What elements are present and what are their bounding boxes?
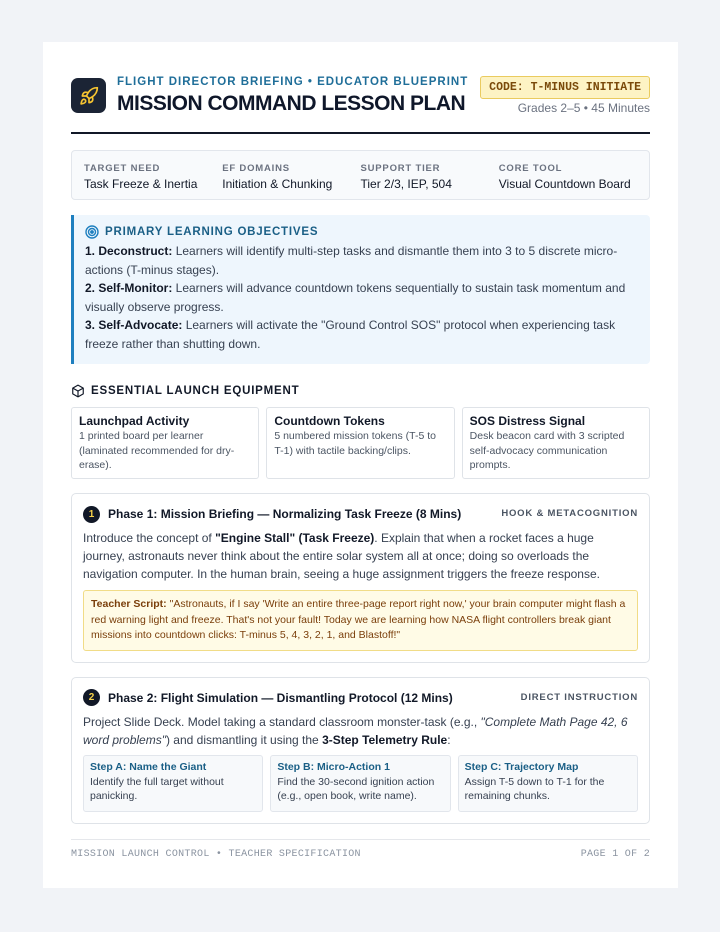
objective-text: Learners will activate the "Ground Control SOS" protocol when experiencing task freeze rather than shutting down. (85, 318, 616, 351)
objective-text: Learners will identify multi-step tasks and dismantle them into 3 to 5 discrete micro-actions (T-minus stages). (85, 244, 618, 277)
step-title: Step A: Name the Giant (90, 760, 207, 773)
step-title: Step B: Micro-Action 1 (277, 760, 390, 773)
meta-label: EF DOMAINS (222, 163, 290, 174)
objectives-panel (71, 215, 650, 364)
step-desc: Assign T-5 down to T-1 for the remaining chunks. (464, 775, 605, 802)
lesson-plan-page (43, 42, 678, 888)
header-kicker: FLIGHT DIRECTOR BRIEFING • EDUCATOR BLUEPRINT (117, 76, 469, 88)
phase-body (83, 529, 638, 583)
objective-lead: 1. Deconstruct: (85, 244, 173, 258)
equipment-title: SOS Distress Signal (469, 414, 586, 428)
objectives-heading-row (85, 225, 638, 239)
cube-icon (71, 384, 85, 398)
equipment-desc: 1 printed board per learner (laminated recommended for dry-erase). (79, 430, 235, 471)
equipment-list (71, 407, 650, 479)
phase-body-bold: "Engine Stall" (Task Freeze) (215, 531, 375, 545)
telemetry-steps (83, 755, 638, 812)
objective-lead: 2. Self-Monitor: (85, 281, 173, 295)
objective-item (85, 316, 638, 353)
meta-label: SUPPORT TIER (360, 163, 441, 174)
phase-number: 2 (83, 689, 100, 706)
equipment-desc: 5 numbered mission tokens (T-5 to T-1) with tactile backing/clips. (274, 430, 436, 457)
meta-value: Initiation & Chunking (222, 177, 333, 191)
phase-1-card (71, 493, 650, 663)
phase-2-card (71, 677, 650, 824)
meta-value: Visual Countdown Board (498, 177, 631, 191)
step-desc: Identify the full target without panicking. (90, 775, 224, 802)
objective-item (85, 279, 638, 316)
phase-body-text: Introduce the concept of (83, 531, 216, 545)
code-badge: CODE: T-MINUS INITIATE (480, 76, 650, 99)
footer-left: MISSION LAUNCH CONTROL • TEACHER SPECIFICATION (71, 849, 361, 860)
page-title: MISSION COMMAND LESSON PLAN (117, 92, 466, 115)
phase-header (83, 505, 638, 523)
phase-header (83, 689, 638, 707)
objective-text: Learners will advance countdown tokens sequentially to sustain task momentum and visually observe progress. (85, 281, 626, 314)
phase-body (83, 713, 638, 749)
phase-title: Phase 1: Mission Briefing — Normalizing Task Freeze (8 Mins) (108, 507, 462, 521)
phase-body-text: Project Slide Deck. Model taking a standard classroom monster-task (e.g., (83, 714, 481, 729)
phase-number: 1 (83, 506, 100, 523)
page-number: PAGE 1 OF 2 (580, 849, 650, 860)
phase-body-italic: "Complete Math Page 42, 6 word problems" (83, 714, 628, 747)
meta-panel (71, 150, 650, 200)
step-desc: Find the 30-second ignition action (e.g., open book, write name). (277, 775, 435, 802)
script-text: "Astronauts, if I say 'Write an entire three-page report right now,' your brain computer might flash a red warning light and freeze. That's not your fault! Today we are learning how NASA flight controllers break giant missions into countdown clicks: T-minus 5, 4, 3, 2, 1, and Blastoff!" (91, 598, 626, 641)
phase-body-text: : (447, 732, 451, 747)
meta-label: TARGET NEED (84, 163, 161, 174)
rocket-icon (71, 78, 106, 113)
equipment-title: Countdown Tokens (274, 414, 385, 428)
step-title: Step C: Trajectory Map (464, 760, 579, 773)
header-divider (71, 132, 650, 134)
equipment-card (266, 407, 454, 479)
equipment-desc: Desk beacon card with 3 scripted self-advocacy communication prompts. (469, 430, 625, 471)
page-footer (71, 839, 650, 860)
objectives-heading: PRIMARY LEARNING OBJECTIVES (105, 226, 319, 238)
objective-item (85, 242, 638, 279)
script-lead: Teacher Script: (91, 598, 167, 610)
phase-tag: DIRECT INSTRUCTION (520, 691, 638, 703)
header (71, 76, 650, 132)
objectives-list (85, 242, 638, 353)
phase-body-text: . Explain that when a rocket faces a huge journey, astronauts never think about the entire solar system all at once; doing so overloads the navigation computer. In the human brain, seeing a huge assignment triggers the freeze response. (83, 531, 600, 581)
meta-core-tool (499, 163, 637, 199)
step-card (270, 755, 450, 812)
meta-value: Task Freeze & Inertia (84, 177, 198, 191)
phase-title: Phase 2: Flight Simulation — Dismantling Protocol (12 Mins) (108, 690, 453, 705)
target-icon (85, 225, 99, 239)
equipment-heading: ESSENTIAL LAUNCH EQUIPMENT (91, 385, 300, 397)
step-card (83, 755, 263, 812)
equipment-title: Launchpad Activity (79, 414, 190, 428)
meta-target-need (84, 163, 222, 199)
phase-body-bold: 3-Step Telemetry Rule (322, 732, 448, 747)
meta-ef-domains (222, 163, 360, 199)
objective-lead: 3. Self-Advocate: (85, 318, 183, 332)
meta-label: CORE TOOL (498, 163, 563, 174)
meta-value: Tier 2/3, IEP, 504 (360, 177, 452, 191)
equipment-card (462, 407, 650, 479)
grades-duration: Grades 2–5 • 45 Minutes (517, 101, 650, 115)
phase-tag: HOOK & METACOGNITION (501, 508, 638, 519)
equipment-heading-row (71, 384, 650, 398)
step-card (458, 755, 638, 812)
equipment-card (71, 407, 259, 479)
phase-body-text: ) and dismantling it using the (165, 732, 323, 747)
teacher-script (83, 590, 638, 651)
meta-support-tier (361, 163, 499, 199)
